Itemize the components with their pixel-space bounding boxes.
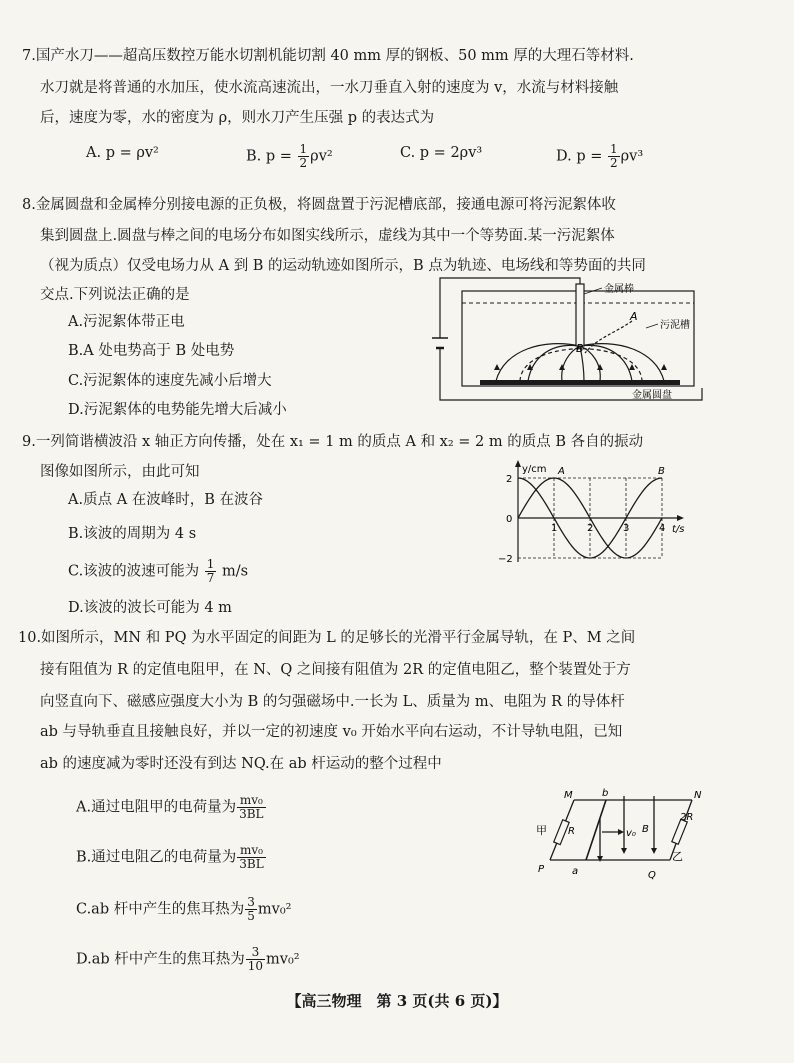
y-axis-label: y/cm bbox=[522, 464, 547, 475]
conductor-rod-ab bbox=[586, 800, 606, 860]
q9-option-b[interactable]: B.该波的周期为 4 s bbox=[68, 526, 197, 542]
b-arrow-2 bbox=[651, 848, 657, 854]
q10-option-d[interactable]: D.ab 杆中产生的焦耳热为 $\frac{3}{10}$ mv₀² bbox=[76, 945, 300, 973]
q10-option-b[interactable]: B.通过电阻乙的电荷量为 $\frac{\text{mv₀}}{3BL}$ bbox=[76, 843, 264, 871]
label-m: M bbox=[564, 790, 573, 801]
metal-rod bbox=[576, 284, 584, 346]
label-metal-rod: 金属棒 bbox=[604, 284, 634, 295]
label-n: N bbox=[694, 790, 702, 801]
q7-line-1: 7.国产水刀——超高压数控万能水切割机能切割 40 mm 厚的钢板、50 mm 厚的大理石等材料. bbox=[22, 48, 634, 64]
q7-option-b-fraction: $\frac{1}{2}$ bbox=[299, 142, 308, 170]
circuit-wire-top bbox=[440, 278, 580, 338]
q7-option-c[interactable]: C. p = 2ρv³ bbox=[400, 145, 483, 161]
q10-option-c[interactable]: C.ab 杆中产生的焦耳热为 $\frac{3}{5}$ mv₀² bbox=[76, 895, 292, 923]
q10-line-4: ab 与导轨垂直且接触良好，并以一定的初速度 v₀ 开始水平向右运动，不计导轨电阻，已知 bbox=[40, 724, 623, 740]
metal-disk bbox=[480, 380, 680, 385]
x-tick-label: 4 bbox=[659, 523, 666, 534]
q8-line-2: 集到圆盘上.圆盘与棒之间的电场分布如图实线所示，虚线为其中一个等势面.某一污泥絮体 bbox=[40, 228, 615, 244]
q10-option-b-fraction: $\frac{\text{mv₀}}{3BL}$ bbox=[239, 843, 264, 871]
field-line-1 bbox=[496, 344, 580, 381]
page-footer: 【高三物理 第 3 页(共 6 页)】 bbox=[286, 992, 508, 1010]
label-2r: 2R bbox=[680, 812, 694, 823]
label-b: b bbox=[602, 788, 609, 799]
b-arrow-1 bbox=[621, 848, 627, 854]
q10-line-3: 向竖直向下、磁感应强度大小为 B 的匀强磁场中.一长为 L、质量为 m、电阻为 R 的导体杆 bbox=[40, 694, 625, 710]
q9-vibration-chart bbox=[490, 458, 696, 566]
label-p: P bbox=[538, 864, 545, 875]
q8-field-figure bbox=[432, 276, 712, 406]
q8-option-b[interactable]: B.A 处电势高于 B 处电势 bbox=[68, 343, 235, 359]
field-arrow-6 bbox=[661, 364, 667, 370]
q8-option-a[interactable]: A.污泥絮体带正电 bbox=[68, 314, 185, 330]
label-q: Q bbox=[648, 870, 656, 881]
label-yi: 乙 bbox=[672, 850, 683, 863]
field-arrow-1 bbox=[494, 364, 500, 370]
x-tick-label: 3 bbox=[623, 523, 630, 534]
label-r: R bbox=[568, 826, 575, 837]
x-tick-label: 1 bbox=[551, 523, 558, 534]
q9-option-a[interactable]: A.质点 A 在波峰时，B 在波谷 bbox=[68, 492, 264, 508]
label-v0: v₀ bbox=[626, 828, 636, 839]
q8-option-c[interactable]: C.污泥絮体的速度先减小后增大 bbox=[68, 373, 272, 389]
x-tick-label: 2 bbox=[587, 523, 594, 534]
label-metal-disk: 金属圆盘 bbox=[632, 390, 672, 401]
q7-option-d[interactable]: D. p = $\frac{1}{2}$ ρv³ bbox=[556, 142, 644, 170]
resistor-yi bbox=[672, 819, 687, 844]
label-sludge-tank: 污泥槽 bbox=[660, 320, 690, 331]
q10-option-a[interactable]: A.通过电阻甲的电荷量为 $\frac{\text{mv₀}}{3BL}$ bbox=[76, 793, 264, 821]
q10-option-a-fraction: $\frac{\text{mv₀}}{3BL}$ bbox=[239, 793, 264, 821]
q10-rail-figure bbox=[530, 788, 710, 884]
q8-line-3: （视为质点）仅受电场力从 A 到 B 的运动轨迹如图所示，B 点为轨迹、电场线和等势面的共同 bbox=[40, 258, 646, 274]
q9-line-2: 图像如图所示，由此可知 bbox=[40, 464, 200, 480]
sludge-trajectory bbox=[585, 321, 632, 353]
q7-option-b[interactable]: B. p = $\frac{1}{2}$ ρv² bbox=[246, 142, 333, 170]
label-a: a bbox=[572, 866, 579, 877]
y-tick-label: −2 bbox=[498, 554, 513, 565]
q10-option-c-fraction: $\frac{3}{5}$ bbox=[247, 895, 255, 923]
q10-line-5: ab 的速度减为零时还没有到达 NQ.在 ab 杆运动的整个过程中 bbox=[40, 756, 442, 772]
q9-option-c[interactable]: C.该波的波速可能为 $\frac{1}{7}$ m/s bbox=[68, 557, 249, 585]
q7-option-a[interactable]: A. p = ρv² bbox=[86, 145, 159, 161]
tank-leader bbox=[646, 324, 658, 328]
q8-option-d[interactable]: D.污泥絮体的电势能先增大后减小 bbox=[68, 402, 287, 418]
y-tick-label: 0 bbox=[506, 514, 513, 525]
q8-line-1: 8.金属圆盘和金属棒分别接电源的正负极，将圆盘置于污泥槽底部，接通电源可将污泥絮体收 bbox=[22, 197, 616, 213]
label-point-a: A bbox=[630, 310, 638, 323]
y-axis-arrow bbox=[515, 460, 521, 467]
resistor-jia bbox=[554, 820, 569, 845]
q10-option-d-fraction: $\frac{3}{10}$ bbox=[247, 945, 264, 973]
label-jia: 甲 bbox=[536, 824, 547, 837]
label-point-b: B bbox=[576, 342, 584, 355]
velocity-arrowhead bbox=[618, 829, 624, 835]
x-axis-arrow bbox=[677, 515, 684, 521]
series-a-label: A bbox=[558, 466, 565, 477]
q8-line-4: 交点.下列说法正确的是 bbox=[40, 287, 190, 303]
q7-line-2: 水刀就是将普通的水加压，使水流高速流出，一水刀垂直入射的速度为 v，水流与材料接触 bbox=[40, 80, 619, 96]
q9-option-d[interactable]: D.该波的波长可能为 4 m bbox=[68, 600, 232, 616]
q9-line-1: 9.一列简谐横波沿 x 轴正方向传播，处在 x₁ = 1 m 的质点 A 和 x₂ = 2 m 的质点 B 各自的振动 bbox=[22, 434, 644, 450]
series-b-label: B bbox=[658, 466, 665, 477]
q7-line-3: 后，速度为零，水的密度为 ρ，则水刀产生压强 p 的表达式为 bbox=[40, 110, 435, 126]
q10-line-2: 接有阻值为 R 的定值电阻甲，在 N、Q 之间接有阻值为 2R 的定值电阻乙，整个装置处于方 bbox=[40, 662, 631, 678]
field-line-2 bbox=[528, 345, 580, 381]
q9-option-c-fraction: $\frac{1}{7}$ bbox=[206, 557, 215, 585]
field-arrow-5 bbox=[629, 364, 635, 370]
x-axis-label: t/s bbox=[672, 524, 685, 535]
b-arrow-3 bbox=[597, 856, 603, 862]
y-tick-label: 2 bbox=[506, 474, 513, 485]
q10-line-1: 10.如图所示，MN 和 PQ 为水平固定的间距为 L 的足够长的光滑平行金属导轨，在 P、M 之间 bbox=[18, 630, 636, 646]
label-b-field: B bbox=[642, 824, 649, 835]
q7-option-d-fraction: $\frac{1}{2}$ bbox=[609, 142, 618, 170]
